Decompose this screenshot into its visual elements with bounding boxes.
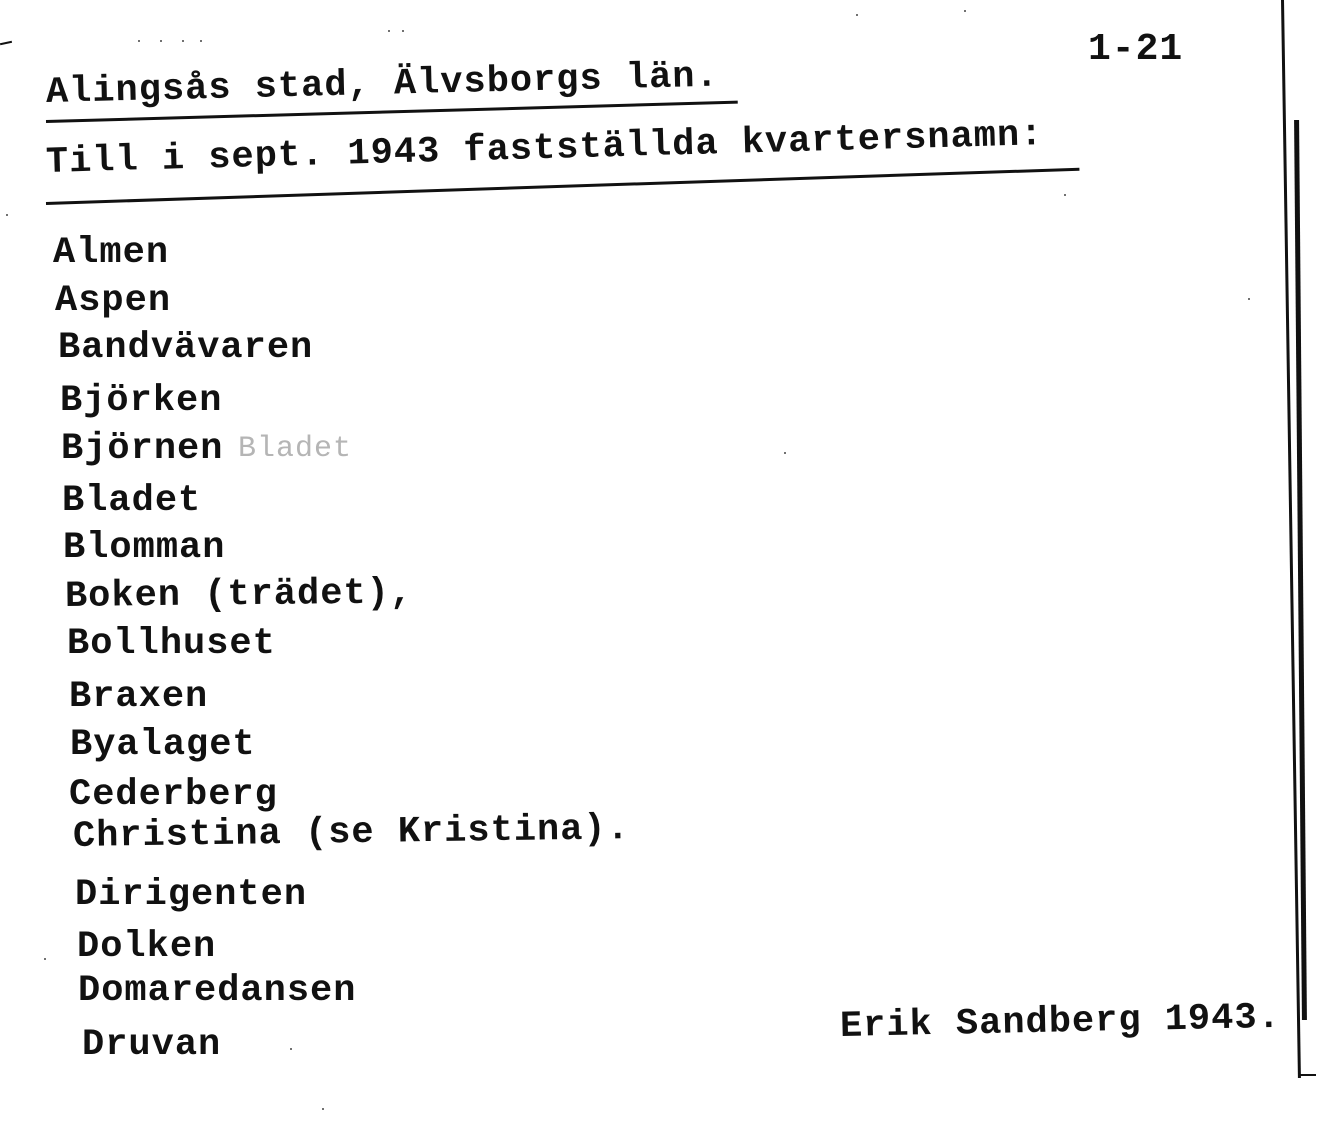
card-heading-location: Alingsås stad, Älvsborgs län. [45, 55, 720, 114]
dust-speck [200, 40, 202, 42]
dust-speck [44, 958, 46, 960]
entry-druvan: Druvan [82, 1024, 222, 1066]
entry-bladet: Bladet [62, 480, 202, 522]
entry-domaredansen: Domaredansen [78, 970, 357, 1012]
dust-speck [290, 1048, 292, 1050]
entry-bjorken: Björken [60, 380, 223, 422]
entry-almen: Almen [53, 232, 170, 274]
entry-bjornen: Björnen [61, 428, 224, 470]
dust-speck [322, 1108, 324, 1110]
entry-cederberg: Cederberg [69, 774, 278, 816]
card-number: 1-21 [1088, 28, 1184, 71]
entry-boken: Boken (trädet), [64, 572, 414, 618]
dust-speck [856, 14, 858, 16]
dust-speck [182, 40, 184, 42]
entry-christina: Christina (se Kristina). [72, 808, 631, 858]
dust-speck [402, 30, 404, 32]
dust-speck [6, 214, 8, 216]
entry-braxen: Braxen [69, 676, 209, 718]
card-heading-subject: Till i sept. 1943 fastställda kvartersnamn: [45, 114, 1044, 184]
dust-speck [388, 30, 390, 32]
entry-dirigenten: Dirigenten [75, 874, 308, 916]
entry-aspen: Aspen [55, 280, 172, 322]
entry-bollhuset: Bollhuset [67, 623, 276, 665]
dust-speck [160, 40, 162, 42]
author-signature: Erik Sandberg 1943. [839, 996, 1282, 1048]
entry-blomman: Blomman [63, 527, 226, 569]
corner-mark [0, 41, 12, 45]
ghost-imprint-text: Bladet [238, 432, 353, 466]
dust-speck [1248, 298, 1250, 300]
dust-speck [138, 40, 140, 42]
dust-speck [964, 10, 966, 12]
dust-speck [784, 452, 786, 454]
dust-speck [1064, 194, 1066, 196]
card-bottom-edge [1298, 1074, 1316, 1076]
entry-byalaget: Byalaget [70, 724, 256, 766]
entry-bandvavaren: Bandvävaren [58, 327, 314, 369]
entry-dolken: Dolken [77, 926, 217, 968]
